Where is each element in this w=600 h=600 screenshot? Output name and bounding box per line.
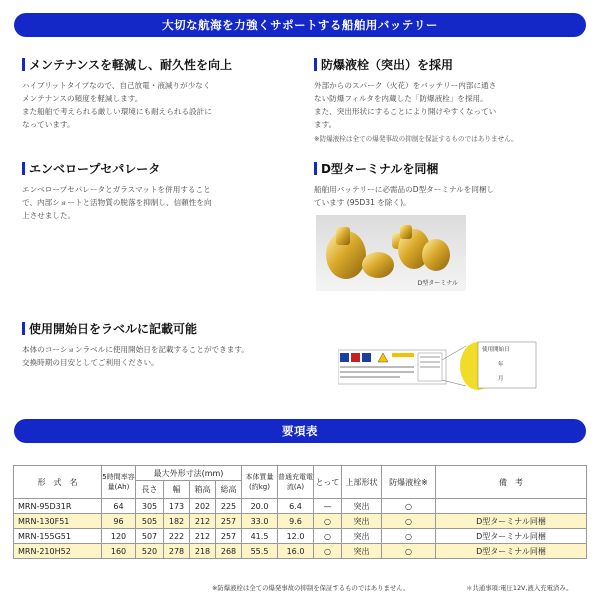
cell-width: 182 xyxy=(164,514,190,529)
fig-year-label: 年 xyxy=(498,362,504,368)
caution-label-image xyxy=(338,340,548,390)
section-maintenance xyxy=(22,56,287,131)
header-width: 幅 xyxy=(164,481,190,499)
cell-model: MRN-95D31R xyxy=(14,499,102,514)
cell-valve: ○ xyxy=(382,514,436,529)
cell-current: 9.6 xyxy=(278,514,314,529)
cell-shape: 突出 xyxy=(342,529,382,544)
cell-valve: ○ xyxy=(382,499,436,514)
section-label xyxy=(22,320,342,369)
table-row xyxy=(14,544,587,559)
spec-table xyxy=(13,465,587,559)
section-marker xyxy=(22,322,25,335)
section-marker xyxy=(22,58,25,71)
section-marker xyxy=(314,58,317,71)
cell-weight: 33.0 xyxy=(242,514,278,529)
cell-current: 16.0 xyxy=(278,544,314,559)
cell-model: MRN-155G51 xyxy=(14,529,102,544)
cell-valve: ○ xyxy=(382,529,436,544)
section-marker xyxy=(314,162,317,175)
header-dims: 最大外形寸法(mm) xyxy=(136,466,242,481)
fig-start-date-label: 使用開始日 xyxy=(482,347,510,353)
section-body: ハイブリットタイプなので、自己放電・液減りが少なく メンテナンスの頻度を軽減します。 また船舶で考えられる厳しい環境にも耐えられる設計に なっています。 xyxy=(22,81,212,129)
cell-box-height: 218 xyxy=(190,544,216,559)
section-valve xyxy=(314,56,579,146)
cell-total-height: 225 xyxy=(216,499,242,514)
cell-shape: 突出 xyxy=(342,499,382,514)
section-body: 本体のコーションラベルに使用開始日を記載することができます。 交換時期の目安としてご利用ください。 xyxy=(22,345,249,367)
section-title: エンベロープセパレータ xyxy=(29,162,161,176)
cell-length: 505 xyxy=(136,514,164,529)
caution-label-figure xyxy=(338,340,548,390)
section-body: 外部からのスパーク（火花）をバッテリー内部に通さ ない防爆フィルタを内蔵した「防爆液栓」を採用。 また、突出形状にすることにより開けやすくなってい ます。 xyxy=(314,81,497,129)
cell-weight: 20.0 xyxy=(242,499,278,514)
cell-width: 278 xyxy=(164,544,190,559)
header-weight: 本体質量(約kg) xyxy=(242,466,278,499)
cell-shape: 突出 xyxy=(342,544,382,559)
table-row xyxy=(14,529,587,544)
section-title: メンテナンスを軽減し、耐久性を向上 xyxy=(29,58,233,72)
header-remarks: 備 考 xyxy=(436,466,587,499)
cell-model: MRN-210H52 xyxy=(14,544,102,559)
header-capacity: 5時間率容量(Ah) xyxy=(102,466,136,499)
header-box-height: 箱高 xyxy=(190,481,216,499)
cell-box-height: 202 xyxy=(190,499,216,514)
cell-width: 173 xyxy=(164,499,190,514)
header-model: 形 式 名 xyxy=(14,466,102,499)
cell-remarks xyxy=(436,499,587,514)
section-title: D型ターミナルを同梱 xyxy=(321,162,439,176)
header-length: 長さ xyxy=(136,481,164,499)
section-title: 使用開始日をラベルに記載可能 xyxy=(29,322,198,336)
cell-capacity: 120 xyxy=(102,529,136,544)
table-row xyxy=(14,499,587,514)
cell-total-height: 257 xyxy=(216,529,242,544)
section-title: 防爆液栓（突出）を採用 xyxy=(321,58,454,72)
top-banner: 大切な航海を力強くサポートする船舶用バッテリー xyxy=(14,13,586,37)
cell-remarks: D型ターミナル同梱 xyxy=(436,529,587,544)
cell-handle: — xyxy=(314,499,342,514)
cell-capacity: 160 xyxy=(102,544,136,559)
cell-capacity: 96 xyxy=(102,514,136,529)
cell-length: 507 xyxy=(136,529,164,544)
section-terminal xyxy=(314,160,579,209)
fig-month-label: 月 xyxy=(498,376,504,382)
header-handle: とって xyxy=(314,466,342,499)
cell-handle: ○ xyxy=(314,544,342,559)
header-shape: 上部形状 xyxy=(342,466,382,499)
cell-width: 222 xyxy=(164,529,190,544)
footnote-common: ＊共通事項:電圧12V,液入充電済み。 xyxy=(466,584,573,592)
cell-total-height: 268 xyxy=(216,544,242,559)
cell-length: 520 xyxy=(136,544,164,559)
cell-remarks: D型ターミナル同梱 xyxy=(436,544,587,559)
specs-banner: 要項表 xyxy=(14,419,586,443)
cell-box-height: 212 xyxy=(190,514,216,529)
section-separator xyxy=(22,160,287,222)
cell-length: 305 xyxy=(136,499,164,514)
section-marker xyxy=(22,162,25,175)
cell-valve: ○ xyxy=(382,544,436,559)
header-current: 普通充電電流(A) xyxy=(278,466,314,499)
table-row xyxy=(14,514,587,529)
cell-shape: 突出 xyxy=(342,514,382,529)
cell-total-height: 257 xyxy=(216,514,242,529)
header-valve: 防爆液栓※ xyxy=(382,466,436,499)
cell-capacity: 64 xyxy=(102,499,136,514)
cell-current: 12.0 xyxy=(278,529,314,544)
cell-box-height: 212 xyxy=(190,529,216,544)
cell-handle: ○ xyxy=(314,514,342,529)
cell-model: MRN-130F51 xyxy=(14,514,102,529)
cell-handle: ○ xyxy=(314,529,342,544)
photo-caption: D型ターミナル xyxy=(417,280,458,287)
cell-weight: 55.5 xyxy=(242,544,278,559)
cell-current: 6.4 xyxy=(278,499,314,514)
footnote-valve: ※防爆液栓は全ての爆発事故の抑制を保証するものではありません。 xyxy=(212,584,410,592)
section-note: ※防爆液栓は全ての爆発事故の抑制を保証するものではありません。 xyxy=(314,135,518,143)
section-body: エンベロープセパレータとガラスマットを併用すること で、内部ショートと活物質の脱落を抑制し、信頼性を向 上させました。 xyxy=(22,185,212,220)
cell-remarks: D型ターミナル同梱 xyxy=(436,514,587,529)
section-body: 船舶用バッテリーに必需品のD型ターミナルを同梱し ています (95D31 を除く)。 xyxy=(314,185,495,207)
terminal-photo xyxy=(316,215,466,291)
header-total-height: 総高 xyxy=(216,481,242,499)
cell-weight: 41.5 xyxy=(242,529,278,544)
table-header-row xyxy=(14,466,587,481)
